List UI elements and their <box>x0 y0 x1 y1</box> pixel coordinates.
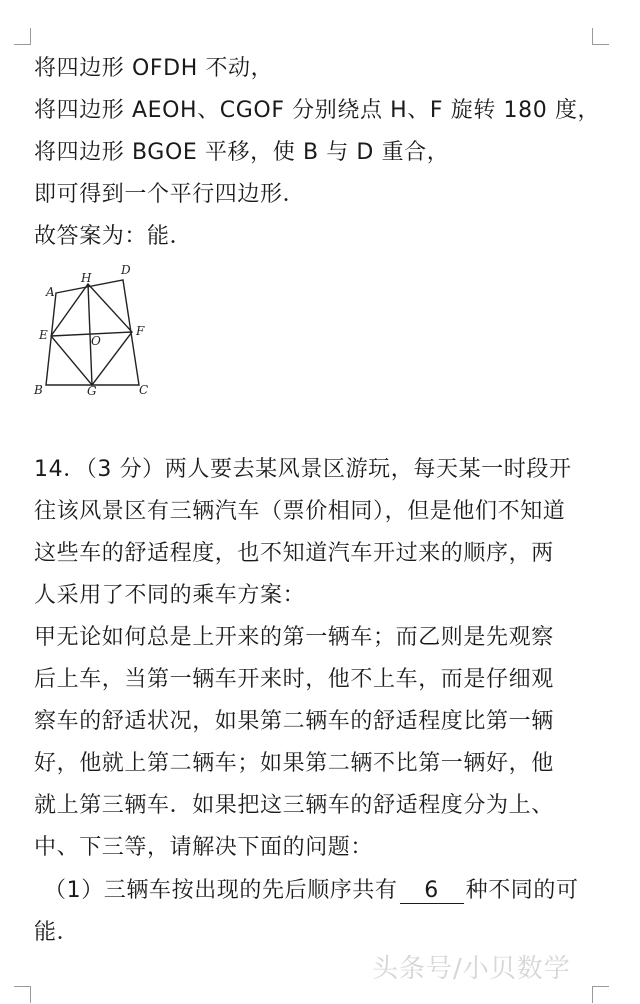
crop-mark-bottom-right <box>592 986 609 1003</box>
solution-answer-line: 故答案为：能． <box>34 224 193 249</box>
problem-line-1: 14．（3 分）两人要去某风景区游玩，每天某一时段开 <box>34 457 572 482</box>
subquestion-1-answer-blank: 6 <box>400 879 464 904</box>
problem-line-7: 察车的舒适状况，如果第二辆车的舒适程度比第一辆 <box>34 709 554 734</box>
solution-line-1: 将四边形 OFDH 不动， <box>34 56 274 81</box>
problem-line-6: 后上车，当第一辆车开来时，他不上车，而是仔细观 <box>34 667 554 692</box>
quadrilateral-figure <box>26 262 166 402</box>
subquestion-1-prefix: （1）三辆车按出现的先后顺序共有 <box>44 878 398 903</box>
subquestion-1-continuation: 能． <box>34 920 80 945</box>
label-a: A <box>46 285 55 299</box>
subquestion-1 <box>44 877 624 905</box>
solution-line-3: 将四边形 BGOE 平移，使 B 与 D 重合， <box>34 140 450 165</box>
crop-mark-bottom-left <box>14 986 31 1003</box>
problem-line-4: 人采用了不同的乘车方案： <box>34 583 306 608</box>
label-c: C <box>139 383 149 397</box>
label-b: B <box>34 383 43 397</box>
problem-line-5: 甲无论如何总是上开来的第一辆车；而乙则是先观察 <box>34 625 554 650</box>
label-f: F <box>136 324 145 338</box>
label-d: D <box>121 263 131 277</box>
problem-line-10: 中、下三等，请解决下面的问题： <box>34 835 374 860</box>
crop-mark-top-right <box>592 28 609 45</box>
problem-line-2: 往该风景区有三辆汽车（票价相同），但是他们不知道 <box>34 499 566 524</box>
watermark: 头条号/小贝数学 <box>372 954 571 984</box>
problem-line-3: 这些车的舒适程度，也不知道汽车开过来的顺序，两 <box>34 541 554 566</box>
label-h: H <box>81 271 92 285</box>
label-g: G <box>87 384 97 398</box>
label-e: E <box>39 328 48 342</box>
solution-line-4: 即可得到一个平行四边形． <box>34 182 306 207</box>
solution-line-2: 将四边形 AEOH、CGOF 分别绕点 H、F 旋转 180 度， <box>34 98 601 123</box>
problem-line-9: 就上第三辆车．如果把这三辆车的舒适程度分为上、 <box>34 793 554 818</box>
subquestion-1-suffix: 种不同的可 <box>465 878 579 903</box>
label-o: O <box>91 334 101 348</box>
problem-line-8: 好，他就上第二辆车；如果第二辆不比第一辆好，他 <box>34 751 554 776</box>
crop-mark-top-left <box>14 28 31 45</box>
